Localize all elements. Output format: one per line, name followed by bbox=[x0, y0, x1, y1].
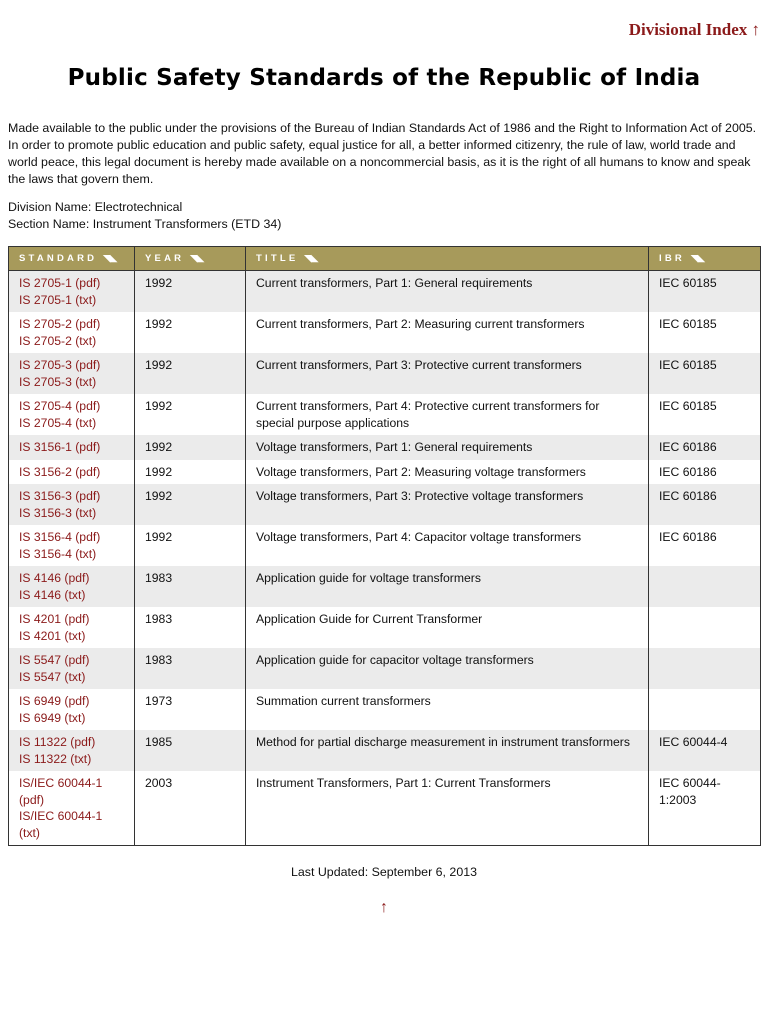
cell-year: 1973 bbox=[135, 689, 246, 730]
cell-ibr bbox=[649, 648, 761, 689]
table-body bbox=[9, 271, 761, 846]
cell-title: Application Guide for Current Transformer bbox=[246, 607, 649, 648]
table-row bbox=[9, 525, 761, 566]
cell-year: 1992 bbox=[135, 312, 246, 353]
sort-arrows-icon[interactable]: ◥◣ bbox=[190, 252, 205, 263]
column-header-label: IBR bbox=[659, 253, 685, 264]
cell-year: 1992 bbox=[135, 484, 246, 525]
cell-standard bbox=[9, 353, 135, 394]
cell-standard bbox=[9, 525, 135, 566]
standard-document-link[interactable]: IS 2705-4 (pdf) bbox=[19, 399, 101, 413]
standard-document-link[interactable]: IS 3156-3 (txt) bbox=[19, 505, 97, 520]
cell-ibr: IEC 60044-1:2003 bbox=[649, 771, 761, 846]
standard-document-link[interactable]: IS 4146 (txt) bbox=[19, 587, 86, 602]
standard-document-link[interactable]: IS 3156-4 (pdf) bbox=[19, 530, 101, 544]
standard-document-link[interactable]: IS/IEC 60044-1 (pdf) bbox=[19, 776, 103, 807]
standard-document-link[interactable]: IS 2705-2 (txt) bbox=[19, 333, 97, 348]
cell-ibr bbox=[649, 607, 761, 648]
table-row bbox=[9, 566, 761, 607]
cell-standard bbox=[9, 271, 135, 313]
cell-year: 1983 bbox=[135, 566, 246, 607]
cell-ibr: IEC 60044-4 bbox=[649, 730, 761, 771]
standard-document-link[interactable]: IS 11322 (txt) bbox=[19, 751, 92, 766]
standard-document-link[interactable]: IS 4201 (pdf) bbox=[19, 612, 90, 626]
sort-arrows-icon[interactable]: ◥◣ bbox=[690, 252, 705, 263]
standard-document-link[interactable]: IS 2705-3 (pdf) bbox=[19, 358, 101, 372]
table-row bbox=[9, 353, 761, 394]
divisional-index-link[interactable]: Divisional Index ↑ bbox=[628, 20, 760, 39]
cell-title: Voltage transformers, Part 3: Protective voltage transformers bbox=[246, 484, 649, 525]
column-header-standard[interactable] bbox=[9, 247, 135, 271]
cell-ibr: IEC 60186 bbox=[649, 525, 761, 566]
cell-year: 1992 bbox=[135, 271, 246, 313]
sort-arrows-icon[interactable]: ◥◣ bbox=[103, 252, 118, 263]
standard-document-link[interactable]: IS 4201 (txt) bbox=[19, 628, 86, 643]
standard-document-link[interactable]: IS 3156-3 (pdf) bbox=[19, 489, 101, 503]
cell-ibr: IEC 60186 bbox=[649, 460, 761, 485]
intro-paragraph: Made available to the public under the provisions of the Bureau of Indian Standards Act of 1986 and the Right to Information Act of 2005. In order to promote public education and public safety, equal justice for all, a better informed citizenry, the rule of law, world trade and world peace, this legal document is hereby made available on a noncommercial basis, as it is the right of all humans to know and speak the laws that govern them. bbox=[8, 121, 757, 186]
cell-year: 1992 bbox=[135, 394, 246, 435]
table-row bbox=[9, 648, 761, 689]
standard-document-link[interactable]: IS 3156-2 (pdf) bbox=[19, 464, 101, 479]
cell-title: Current transformers, Part 2: Measuring current transformers bbox=[246, 312, 649, 353]
cell-standard bbox=[9, 689, 135, 730]
standard-document-link[interactable]: IS 2705-1 (txt) bbox=[19, 292, 97, 307]
cell-title: Voltage transformers, Part 2: Measuring voltage transformers bbox=[246, 460, 649, 485]
table-row bbox=[9, 435, 761, 460]
cell-standard bbox=[9, 435, 135, 460]
cell-standard bbox=[9, 312, 135, 353]
cell-title: Voltage transformers, Part 4: Capacitor voltage transformers bbox=[246, 525, 649, 566]
section-name: Section Name: Instrument Transformers (ETD 34) bbox=[8, 217, 282, 231]
standard-document-link[interactable]: IS 4146 (pdf) bbox=[19, 571, 90, 585]
cell-standard bbox=[9, 607, 135, 648]
cell-year: 1992 bbox=[135, 435, 246, 460]
cell-year: 1992 bbox=[135, 525, 246, 566]
cell-standard bbox=[9, 460, 135, 485]
cell-ibr: IEC 60185 bbox=[649, 353, 761, 394]
cell-standard bbox=[9, 730, 135, 771]
standard-document-link[interactable]: IS 11322 (pdf) bbox=[19, 735, 96, 749]
cell-ibr bbox=[649, 689, 761, 730]
table-row bbox=[9, 730, 761, 771]
cell-year: 1992 bbox=[135, 460, 246, 485]
standard-document-link[interactable]: IS 5547 (pdf) bbox=[19, 653, 90, 667]
table-header-row bbox=[9, 247, 761, 271]
cell-year: 2003 bbox=[135, 771, 246, 846]
table-row bbox=[9, 271, 761, 313]
cell-title: Current transformers, Part 4: Protective current transformers for special purpose applications bbox=[246, 394, 649, 435]
table-row bbox=[9, 312, 761, 353]
sort-arrows-icon[interactable]: ◥◣ bbox=[304, 252, 319, 263]
column-header-year[interactable] bbox=[135, 247, 246, 271]
standard-document-link[interactable]: IS 2705-4 (txt) bbox=[19, 415, 97, 430]
standard-document-link[interactable]: IS 6949 (pdf) bbox=[19, 694, 90, 708]
cell-ibr: IEC 60185 bbox=[649, 394, 761, 435]
column-header-ibr[interactable] bbox=[649, 247, 761, 271]
cell-ibr bbox=[649, 566, 761, 607]
cell-year: 1983 bbox=[135, 648, 246, 689]
standard-document-link[interactable]: IS 5547 (txt) bbox=[19, 669, 86, 684]
standard-document-link[interactable]: IS 3156-1 (pdf) bbox=[19, 440, 101, 454]
last-updated: Last Updated: September 6, 2013 bbox=[291, 865, 477, 879]
table-row bbox=[9, 771, 761, 846]
standards-table bbox=[8, 246, 761, 846]
cell-ibr: IEC 60186 bbox=[649, 435, 761, 460]
page-title: Public Safety Standards of the Republic of India bbox=[67, 65, 701, 91]
column-header-label: YEAR bbox=[145, 253, 185, 264]
cell-ibr: IEC 60185 bbox=[649, 271, 761, 313]
cell-year: 1983 bbox=[135, 607, 246, 648]
standard-document-link[interactable]: IS 2705-1 (pdf) bbox=[19, 276, 101, 290]
table-row bbox=[9, 607, 761, 648]
cell-title: Current transformers, Part 1: General requirements bbox=[246, 271, 649, 313]
cell-year: 1985 bbox=[135, 730, 246, 771]
cell-title: Application guide for capacitor voltage transformers bbox=[246, 648, 649, 689]
table-row bbox=[9, 394, 761, 435]
cell-title: Instrument Transformers, Part 1: Current Transformers bbox=[246, 771, 649, 846]
column-header-label: STANDARD bbox=[19, 253, 98, 264]
standard-document-link[interactable]: IS 2705-2 (pdf) bbox=[19, 317, 101, 331]
cell-title: Method for partial discharge measurement in instrument transformers bbox=[246, 730, 649, 771]
cell-title: Application guide for voltage transformers bbox=[246, 566, 649, 607]
cell-ibr: IEC 60186 bbox=[649, 484, 761, 525]
cell-standard bbox=[9, 771, 135, 846]
table-row bbox=[9, 460, 761, 485]
cell-title: Voltage transformers, Part 1: General requirements bbox=[246, 435, 649, 460]
cell-standard bbox=[9, 484, 135, 525]
cell-ibr: IEC 60185 bbox=[649, 312, 761, 353]
back-to-top-arrow-icon[interactable]: ↑ bbox=[380, 899, 388, 916]
column-header-label: TITLE bbox=[256, 253, 299, 264]
standard-document-link[interactable]: IS 3156-4 (txt) bbox=[19, 546, 97, 561]
standard-document-link[interactable]: IS 2705-3 (txt) bbox=[19, 374, 97, 389]
cell-year: 1992 bbox=[135, 353, 246, 394]
cell-title: Summation current transformers bbox=[246, 689, 649, 730]
cell-title: Current transformers, Part 3: Protective current transformers bbox=[246, 353, 649, 394]
cell-standard bbox=[9, 566, 135, 607]
cell-standard bbox=[9, 394, 135, 435]
table-row bbox=[9, 689, 761, 730]
standard-document-link[interactable]: IS/IEC 60044-1 (txt) bbox=[19, 809, 103, 840]
standard-document-link[interactable]: IS 6949 (txt) bbox=[19, 710, 86, 725]
division-name: Division Name: Electrotechnical bbox=[8, 200, 183, 214]
table-row bbox=[9, 484, 761, 525]
cell-standard bbox=[9, 648, 135, 689]
column-header-title[interactable] bbox=[246, 247, 649, 271]
